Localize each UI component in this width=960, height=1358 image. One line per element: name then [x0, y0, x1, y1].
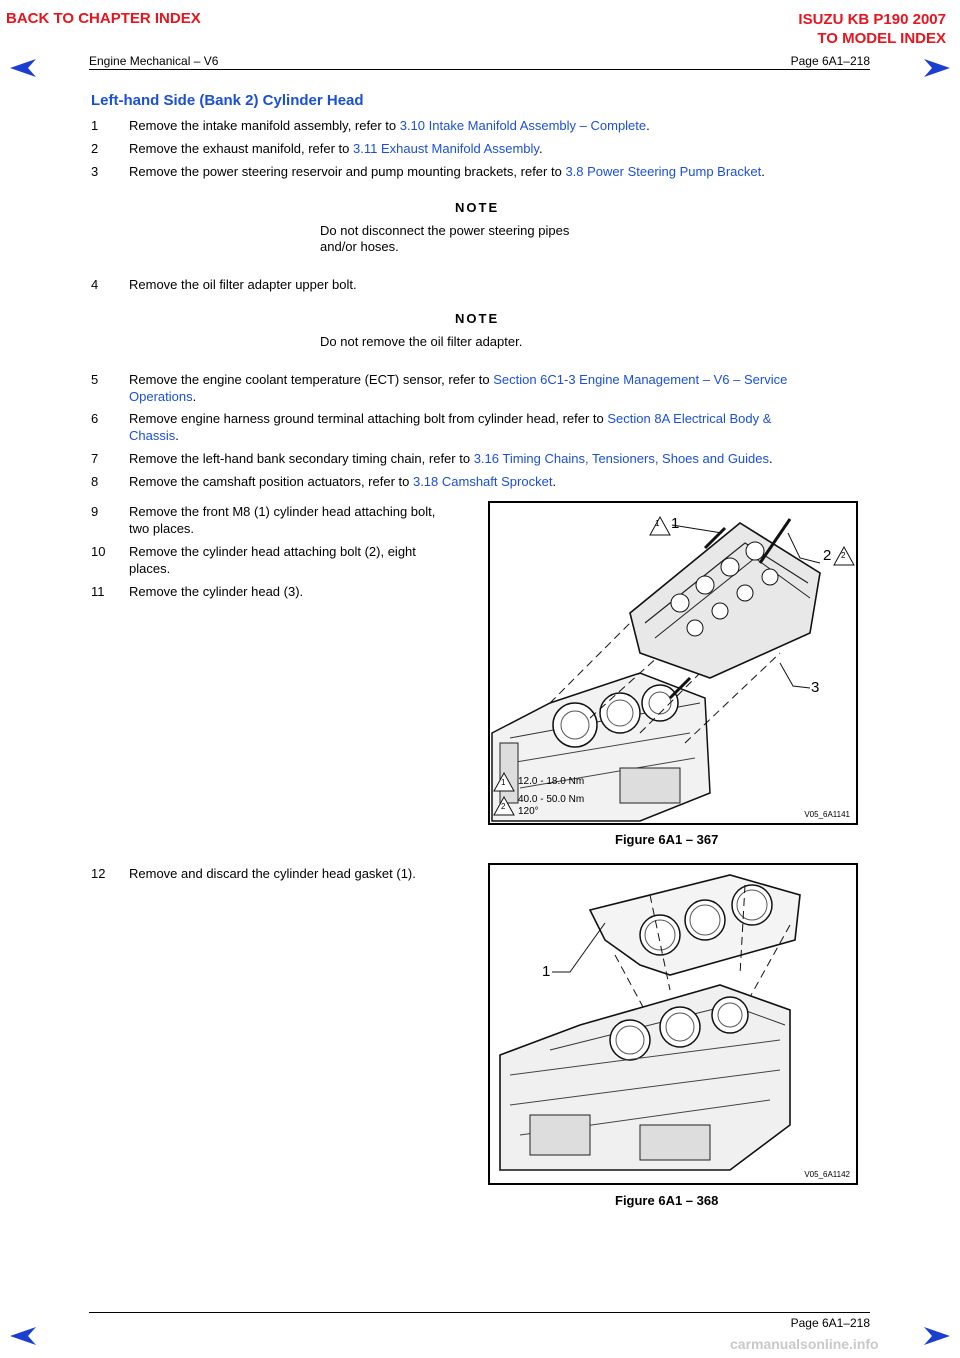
triangle-ref-2: 2 [841, 551, 846, 560]
step-10: 10 Remove the cylinder head attaching bolt (2), eight places. [91, 544, 416, 576]
figure-367 [488, 501, 858, 825]
figure-2-id: V05_6A1142 [804, 1170, 850, 1179]
torque-2: 40.0 - 50.0 Nm 120° [518, 794, 585, 817]
next-page-arrow-icon[interactable] [922, 57, 952, 79]
step-6: 6 Remove engine harness ground terminal attaching bolt from cylinder head, refer to Section 8A Electrical Body & Chassis. [91, 411, 772, 443]
back-to-chapter-link[interactable]: BACK TO CHAPTER INDEX [6, 10, 201, 27]
step-5: 5 Remove the engine coolant temperature (ECT) sensor, refer to Section 6C1-3 Engine Management – V6 – Service Operations. [91, 372, 788, 404]
callout-1: 1 [671, 515, 680, 532]
torque-ref-2: 2 [501, 802, 506, 811]
note-1-heading: NOTE [455, 200, 500, 215]
note-2-heading: NOTE [455, 311, 500, 326]
prev-page-arrow-icon-bottom[interactable] [8, 1325, 38, 1347]
torque-1: 12.0 - 18.0 Nm [518, 776, 585, 787]
header-title: Engine Mechanical – V6 [89, 54, 219, 68]
figure-1-id: V05_6A1141 [804, 810, 850, 819]
step-5-link-cont[interactable]: Operations [129, 389, 193, 404]
step-6-link-cont[interactable]: Chassis [129, 428, 176, 443]
model-index-link[interactable] [798, 10, 946, 48]
triangle-ref-1: 1 [655, 519, 660, 528]
step-2-link[interactable]: 3.11 Exhaust Manifold Assembly [353, 141, 539, 156]
watermark: carmanualsonline.info [730, 1336, 879, 1352]
model-line-2[interactable]: TO MODEL INDEX [817, 30, 946, 47]
figure-2-caption: Figure 6A1 – 368 [615, 1193, 719, 1208]
footer-rule [89, 1312, 870, 1313]
step-7-link[interactable]: 3.16 Timing Chains, Tensioners, Shoes and Guides [473, 451, 770, 466]
step-3-link[interactable]: 3.8 Power Steering Pump Bracket [565, 164, 762, 179]
step-1-link[interactable]: 3.10 Intake Manifold Assembly – Complete [399, 118, 647, 133]
model-line-1[interactable]: ISUZU KB P190 2007 [798, 11, 946, 28]
footer-page: Page 6A1–218 [790, 1316, 870, 1330]
note-2-body: Do not remove the oil filter adapter. [320, 334, 523, 349]
header-rule [89, 69, 870, 70]
next-page-arrow-icon-bottom[interactable] [922, 1325, 952, 1347]
cylinder-head-gasket-illustration [490, 865, 856, 1183]
step-6-link[interactable]: Section 8A Electrical Body & [607, 411, 772, 426]
step-8-link[interactable]: 3.18 Camshaft Sprocket [412, 474, 553, 489]
step-5-link[interactable]: Section 6C1-3 Engine Management – V6 – Service [493, 372, 788, 387]
callout-2: 2 [823, 547, 832, 564]
figure-368 [488, 863, 858, 1185]
cylinder-head-illustration [490, 503, 856, 823]
gasket-callout-1: 1 [542, 963, 551, 980]
step-9: 9 Remove the front M8 (1) cylinder head attaching bolt, two places. [91, 504, 436, 536]
header-page: Page 6A1–218 [790, 54, 870, 68]
note-1-body: Do not disconnect the power steering pipes and/or hoses. [320, 223, 570, 254]
callout-3: 3 [811, 679, 820, 696]
figure-1-caption: Figure 6A1 – 367 [615, 832, 719, 847]
section-title: Left-hand Side (Bank 2) Cylinder Head [91, 92, 364, 109]
prev-page-arrow-icon[interactable] [8, 57, 38, 79]
torque-ref-1: 1 [501, 778, 506, 787]
